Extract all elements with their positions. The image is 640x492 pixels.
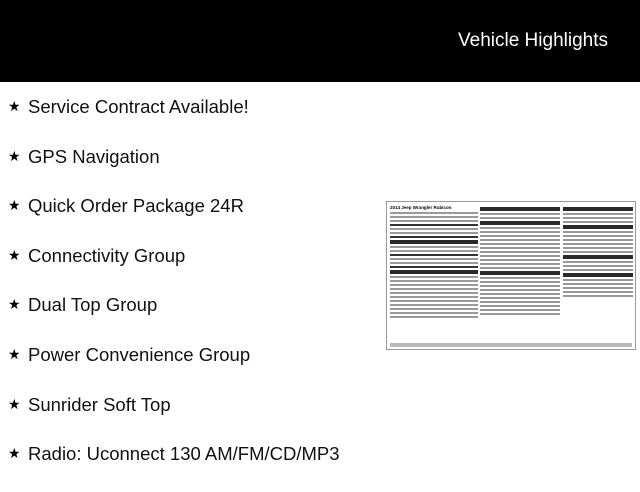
sticker-footer [390,343,632,347]
list-item [8,95,340,145]
feature-list [8,95,340,492]
star-icon: ★ [8,147,21,164]
list-item [8,244,340,294]
star-icon: ★ [8,98,21,114]
list-item [8,442,340,492]
page-title: Vehicle Highlights [458,30,608,51]
sticker-right-column [563,205,633,346]
feature-label: Dual Top Group [28,294,158,316]
sticker-left-column [390,205,478,346]
feature-label: Quick Order Package 24R [28,195,244,217]
feature-label: Connectivity Group [28,244,186,266]
list-item [8,293,340,343]
star-icon: ★ [8,296,21,313]
feature-label: Sunrider Soft Top [28,393,171,415]
list-item [8,393,340,443]
star-icon: ★ [8,345,21,362]
sticker-middle-column [480,205,560,346]
feature-label: Service Contract Available! [28,96,249,117]
feature-label: Radio: Uconnect 130 AM/FM/CD/MP3 [28,443,340,465]
star-icon: ★ [8,445,21,462]
star-icon: ★ [8,197,21,214]
list-item [8,145,340,195]
window-sticker-image[interactable] [386,201,636,350]
star-icon: ★ [8,246,21,263]
feature-label: Power Convenience Group [28,343,251,365]
sticker-title: 2014 Jeep Wrangler Rubicon [390,205,452,210]
header-bar [0,0,640,82]
list-item [8,194,340,244]
star-icon: ★ [8,395,21,412]
list-item [8,343,340,393]
feature-label: GPS Navigation [28,145,160,167]
